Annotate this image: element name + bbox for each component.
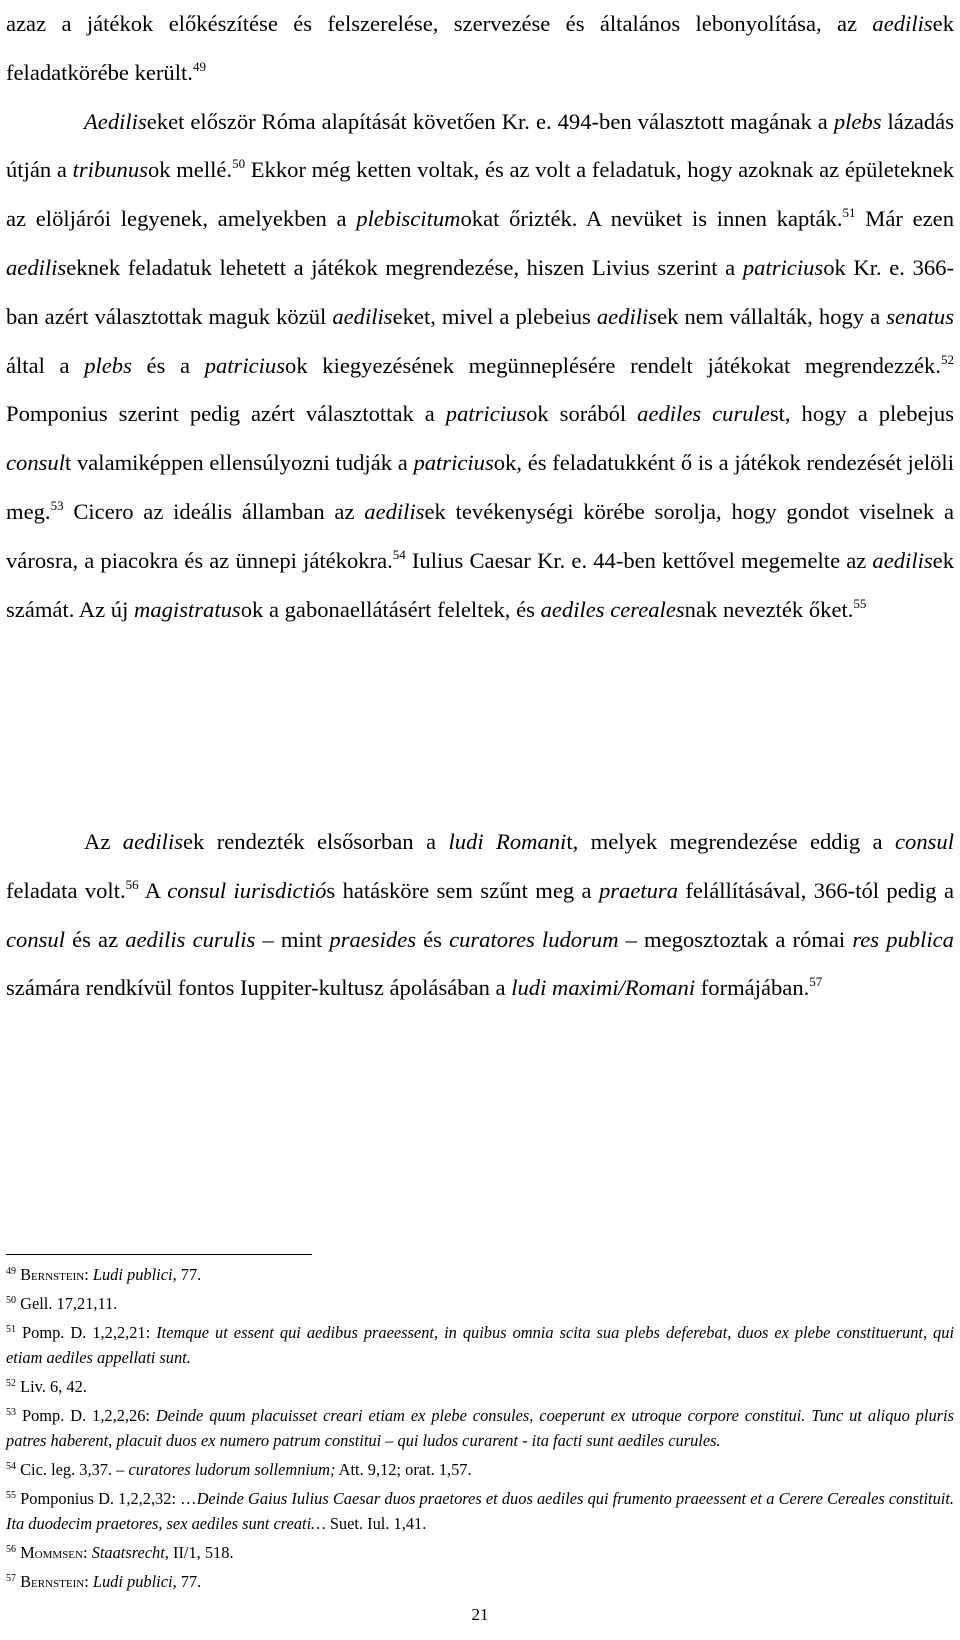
- text-run: st, hogy a plebejus: [769, 401, 954, 427]
- footnote-separator: [6, 1254, 312, 1255]
- footnote-ref-49[interactable]: 49: [192, 58, 206, 74]
- italic-term: aediles cereales: [540, 596, 685, 622]
- text-run: felállításával, 366-tól pedig a: [678, 877, 954, 903]
- footnote-number: 57: [6, 1573, 16, 1584]
- italic-term: patricius: [445, 401, 527, 427]
- body-paragraph-1: [6, 0, 954, 634]
- text-run: ok mellé.: [147, 157, 233, 183]
- footnote-text: Cic. leg. 3,37. –: [20, 1460, 129, 1479]
- text-run: azaz a játékok előkészítése és felszerelése, szervezése és általános lebonyolítása, az: [6, 11, 873, 36]
- italic-term: ludi Romani: [448, 829, 567, 854]
- footnote-54: [6, 1457, 954, 1482]
- text-run: okat őrizték. A nevüket is innen kapták.: [460, 206, 843, 232]
- footnote-author: Bernstein:: [20, 1265, 89, 1284]
- footnote-number: 56: [6, 1544, 16, 1555]
- footnote-53: [6, 1403, 954, 1453]
- text-run: ok Kr. e. 366-ban azért választottak maguk közül: [6, 254, 954, 329]
- footnote-ref-50[interactable]: 50: [232, 156, 246, 172]
- footnote-ref-53[interactable]: 53: [50, 497, 64, 513]
- footnote-text: Att. 9,12; orat. 1,57.: [335, 1460, 472, 1479]
- italic-term: aedilis: [596, 303, 658, 329]
- text-run: számára rendkívül fontos Iuppiter-kultusz ápolásában a: [6, 975, 512, 1001]
- italic-term: aediles curule: [637, 401, 770, 427]
- text-run: és: [416, 926, 450, 952]
- footnote-56: [6, 1540, 954, 1565]
- footnote-title: Ludi publici: [92, 1265, 173, 1284]
- footnote-title: Staatsrecht: [91, 1543, 165, 1562]
- footnote-ref-51[interactable]: 51: [842, 205, 856, 221]
- footnote-text: Pomponius D. 1,2,2,32: …: [16, 1489, 197, 1508]
- footnote-ref-56[interactable]: 56: [125, 876, 139, 892]
- text-run: ok, és feladatukként ő is a játékok rendezését jelöli meg.: [6, 450, 954, 524]
- text-run: ek számát. Az új: [6, 547, 954, 622]
- footnote-ref-57[interactable]: 57: [809, 974, 823, 990]
- footnote-49: [6, 1262, 954, 1287]
- footnote-text: Pomp. D. 1,2,2,26:: [16, 1406, 156, 1425]
- text-run: s hatásköre sem szűnt meg a: [326, 877, 599, 903]
- footnote-52: [6, 1374, 954, 1399]
- footnote-text: Pomp. D. 1,2,2,21:: [22, 1323, 157, 1342]
- text-run: által a: [6, 352, 85, 378]
- text-run: eknek feladatuk lehetett a játékok megrendezése, hiszen Livius szerint a: [66, 254, 743, 280]
- text-run: nak nevezték őket.: [684, 596, 854, 622]
- text-run: – mint: [255, 926, 330, 952]
- italic-term: res publica: [852, 926, 954, 952]
- footnote-text: , II/1, 518.: [164, 1543, 234, 1562]
- footnote-51: [6, 1320, 954, 1370]
- italic-term: aedilis: [364, 498, 425, 524]
- text-run: ek nem vállalták, hogy a: [657, 303, 887, 329]
- footnote-50: [6, 1291, 954, 1316]
- footnote-text: Liv. 6, 42.: [20, 1377, 87, 1396]
- text-run: Cicero az ideális államban az: [63, 498, 365, 524]
- footnote-author: Mommsen:: [20, 1543, 88, 1562]
- footnote-text: , 77.: [172, 1572, 202, 1591]
- footnote-ref-52[interactable]: 52: [941, 351, 954, 367]
- italic-term: ludi maximi/Romani: [511, 975, 696, 1001]
- italic-term: consul: [895, 829, 954, 854]
- text-run: eket, mivel a plebeius: [392, 303, 597, 329]
- footnote-ref-55[interactable]: 55: [853, 595, 867, 611]
- footnote-text: Gell. 17,21,11.: [20, 1294, 118, 1313]
- italic-term: consul: [6, 450, 65, 476]
- text-run: Már ezen: [855, 206, 954, 232]
- text-run: – megosztoztak a római: [618, 926, 853, 952]
- footnote-number: 51: [6, 1324, 16, 1335]
- text-run: Iulius Caesar Kr. e. 44-ben kettővel megemelte az: [405, 547, 873, 573]
- text-run: Pomponius szerint pedig azért választottak a: [6, 401, 446, 427]
- text-run: ek rendezték elsősorban a: [183, 829, 449, 854]
- body-paragraph-2: [6, 818, 954, 1013]
- italic-term: praetura: [598, 877, 679, 903]
- page-number: 21: [471, 1605, 489, 1624]
- text-run: eket először Róma alapítását követően Kr. e. 494-ben választott magának a: [146, 108, 834, 134]
- italic-term: curatores ludorum: [449, 926, 619, 952]
- text-run: ek feladatkörébe került.: [6, 11, 954, 85]
- italic-term: Aedilis: [84, 108, 147, 134]
- footnote-55: [6, 1486, 954, 1536]
- footnote-quote: Itemque ut essent qui aedibus praeessent, in quibus omnia scita sua plebs deferebat, duos ex plebe constituerunt, qui etiam aediles appellati sunt.: [6, 1323, 955, 1368]
- italic-term: aedilis: [6, 254, 67, 280]
- text-run: ok a gabonaellátásért feleltek, és: [240, 596, 541, 622]
- footnote-quote: Deinde quum placuisset creari etiam ex plebe consules, coeperunt ex utroque corpore constitui. Tunc ut aliquo pluris patres haberent, placuit duos ex numero patrum constitui – qui ludos curarent - ita facti sunt aediles curules.: [6, 1406, 954, 1451]
- footnote-number: 50: [6, 1295, 16, 1306]
- italic-term: patricius: [204, 352, 286, 378]
- text-run: ok kiegyezésének megünneplésére rendelt játékokat megrendezzék.: [285, 352, 941, 378]
- footnote-title: Ludi publici: [92, 1572, 173, 1591]
- footnote-number: 55: [6, 1490, 16, 1501]
- italic-term: aedilis curulis: [125, 926, 256, 952]
- footnote-quote: curatores ludorum sollemnium;: [128, 1460, 336, 1479]
- italic-term: patricius: [742, 254, 824, 280]
- footnote-number: 49: [6, 1266, 16, 1277]
- footnote-57: [6, 1569, 954, 1594]
- text-run: és az: [65, 926, 126, 952]
- footnote-quote: Deinde Gaius Iulius Caesar duos praetores et duos aediles qui frumento praeessent et a Cerere Cereales constituit. Ita duodecim praetores, sex aediles sunt creati…: [6, 1489, 954, 1534]
- italic-term: patricius: [413, 450, 494, 476]
- italic-term: aedilis: [872, 11, 933, 36]
- italic-term: plebs: [833, 108, 882, 134]
- italic-term: senatus: [886, 303, 954, 329]
- footnote-number: 54: [6, 1461, 16, 1472]
- text-run: t valamiképpen ellensúlyozni tudják a: [65, 450, 414, 476]
- text-run: Az: [84, 829, 123, 854]
- italic-term: praesides: [329, 926, 417, 952]
- text-run: ok sorából: [526, 401, 638, 427]
- italic-term: magistratus: [134, 596, 241, 622]
- footnote-number: 53: [6, 1407, 16, 1418]
- italic-term: aedilis: [872, 547, 933, 573]
- italic-term: plebiscitum: [356, 206, 461, 232]
- footnote-text: Suet. Iul. 1,41.: [325, 1514, 427, 1534]
- italic-term: aedilis: [332, 303, 393, 329]
- text-run: A: [138, 877, 168, 903]
- footnote-ref-54[interactable]: 54: [392, 546, 406, 562]
- italic-term: aedilis: [122, 829, 184, 854]
- text-run: ek tevékenységi körébe sorolja, hogy gondot viselnek a városra, a piacokra és az ünnepi játékokra.: [6, 498, 954, 573]
- italic-term: consul: [6, 926, 65, 952]
- text-run: feladata volt.: [6, 877, 126, 903]
- italic-term: consul iurisdictió: [167, 877, 327, 903]
- footnote-author: Bernstein:: [20, 1572, 89, 1591]
- footnote-text: , 77.: [172, 1265, 202, 1284]
- text-run: t, melyek megrendezése eddig a: [566, 829, 895, 854]
- text-run: lázadás útján a: [6, 108, 954, 183]
- text-run: formájában.: [695, 975, 810, 1001]
- text-run: és a: [131, 352, 205, 378]
- text-run: Ekkor még ketten voltak, és az volt a feladatuk, hogy azoknak az épületeknek az elöljárói legyenek, amelyekben a: [6, 157, 954, 232]
- italic-term: plebs: [84, 352, 132, 378]
- italic-term: tribunus: [72, 157, 148, 183]
- footnote-number: 52: [6, 1378, 16, 1389]
